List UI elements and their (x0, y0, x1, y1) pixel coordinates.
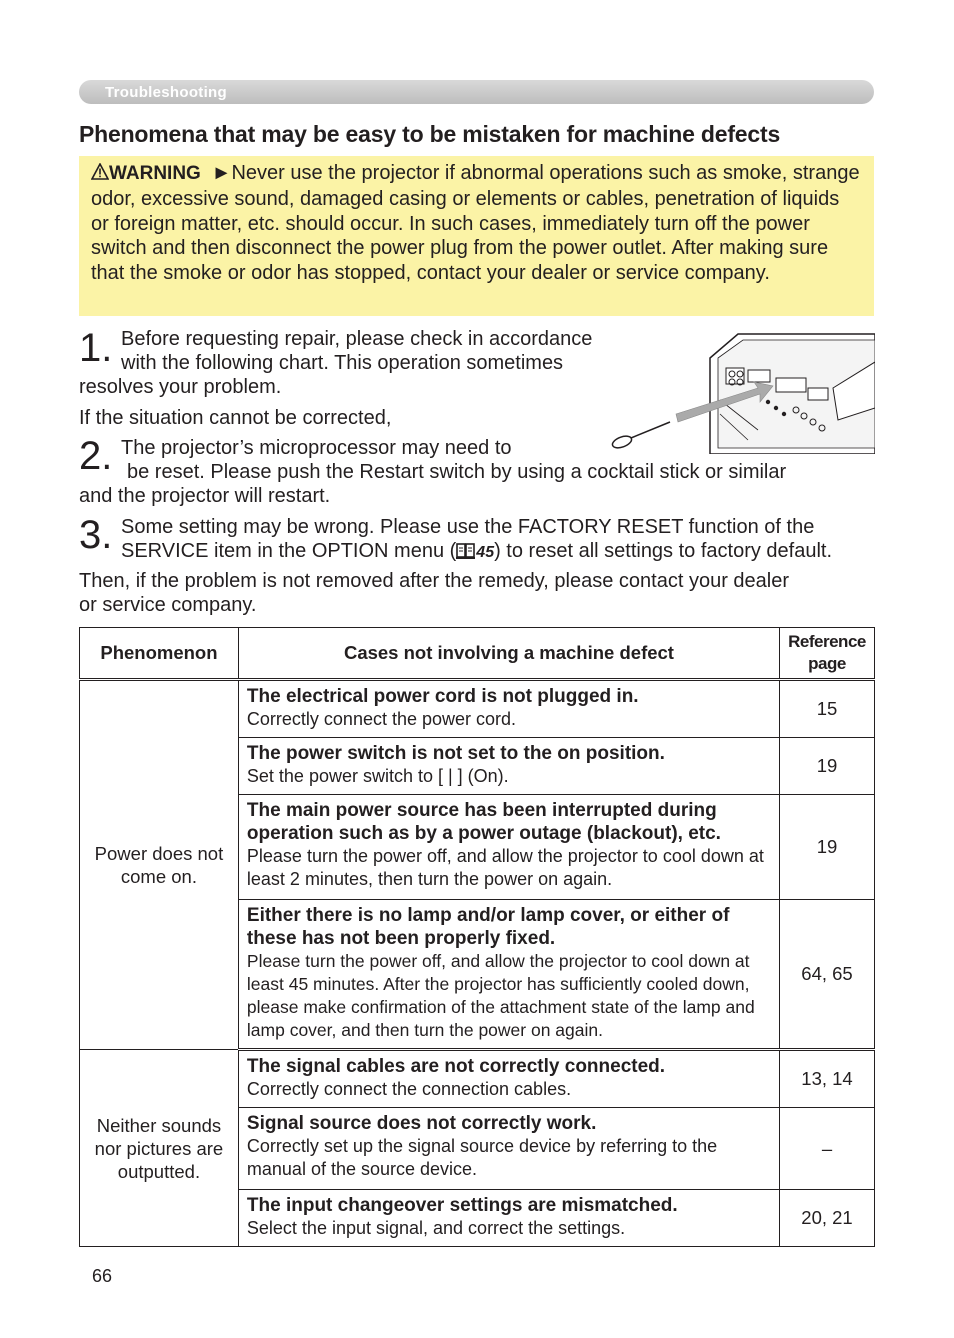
case-desc: Set the power switch to [ | ] (On). (246, 766, 509, 786)
reference-page-cell: 15 (780, 680, 875, 738)
section-header-bar (79, 80, 874, 104)
step-2-line-2: be reset. Please push the Restart switch by using a cocktail stick or similar (127, 461, 787, 483)
phenomenon-cell: Neither sounds nor pictures are outputted. (80, 1050, 239, 1247)
reference-page-cell: 19 (780, 795, 875, 900)
case-desc: Correctly connect the connection cables. (246, 1079, 572, 1099)
case-cell (238, 680, 779, 738)
case-title: The electrical power cord is not plugged in. (246, 686, 639, 707)
case-desc: Correctly set up the signal source device by referring to the manual of the source device. (246, 1136, 718, 1179)
case-cell (238, 738, 779, 795)
step-1-line-3: resolves your problem. (79, 376, 282, 398)
table-row (80, 1050, 875, 1108)
header-reference-page: Reference page (780, 628, 875, 680)
case-title: The main power source has been interrupted during operation such as by a power outage (blackout), etc. (246, 800, 721, 844)
step-1-line-1: Before requesting repair, please check in accordance (121, 328, 593, 350)
phenomenon-cell: Power does not come on. (80, 680, 239, 1050)
table-row (80, 680, 875, 738)
section-label: Troubleshooting (105, 84, 227, 101)
case-title: The power switch is not set to the on position. (246, 743, 665, 764)
page-title: Phenomena that may be easy to be mistaken for machine defects (79, 121, 781, 147)
step-3-line-1: Some setting may be wrong. Please use the FACTORY RESET function of the (121, 516, 815, 538)
troubleshooting-table (79, 627, 875, 1247)
step-1-number: 1. (79, 326, 113, 370)
case-desc: Please turn the power off, and allow the projector to cool down at least 2 minutes, then turn the power on again. (246, 846, 764, 889)
warning-label-text: WARNING (109, 163, 201, 184)
table-header-row (80, 628, 875, 680)
projector-restart-switch-illustration (608, 330, 875, 454)
case-cell (238, 1190, 779, 1247)
step-1-line-2: with the following chart. This operation sometimes (121, 352, 564, 374)
warning-text: Never use the projector if abnormal operations such as smoke, strange odor, excessive sound, damaged casing or elements or cables, penetration of liquids or foreign matter, etc. should occur. In such cases, immediately turn off the power switch and then disconnect the power plug from the power outlet. After making sure that the smoke or odor has stopped, contact your dealer or service company. (91, 162, 860, 285)
step-2-number: 2. (79, 434, 113, 478)
closing-line-2: or service company. (79, 594, 257, 616)
case-desc: Select the input signal, and correct the settings. (246, 1218, 626, 1238)
warning-box (79, 156, 874, 316)
warning-arrow: ► (211, 162, 232, 184)
warning-label (91, 163, 206, 184)
case-desc: Correctly connect the power cord. (246, 709, 517, 729)
reference-page-cell: 13, 14 (780, 1050, 875, 1108)
case-cell (238, 1108, 779, 1190)
step-2-line-3: and the projector will restart. (79, 485, 331, 507)
reference-page-cell: 64, 65 (780, 900, 875, 1050)
reference-page-cell: 20, 21 (780, 1190, 875, 1247)
case-title: Either there is no lamp and/or lamp cover, or either of these has not been properly fixed. (246, 905, 730, 949)
case-cell (238, 795, 779, 900)
closing-line-1: Then, if the problem is not removed after the remedy, please contact your dealer (79, 570, 789, 592)
header-phenomenon: Phenomenon (80, 628, 239, 680)
header-cases: Cases not involving a machine defect (238, 628, 779, 680)
reference-page-cell: 19 (780, 738, 875, 795)
step-3-line-2 (121, 539, 832, 565)
case-title: Signal source does not correctly work. (246, 1113, 597, 1134)
step-3-page-ref[interactable]: 45 (476, 544, 495, 561)
reference-page-cell: – (780, 1108, 875, 1190)
step-3-number: 3. (79, 513, 113, 557)
step-2-line-1: The projector’s microprocessor may need to (121, 437, 512, 459)
case-cell (238, 1050, 779, 1108)
step-3-line-2-start: SERVICE item in the OPTION menu ( (121, 540, 457, 562)
warning-triangle-icon (91, 163, 109, 180)
step-3-line-2-end: ) to reset all settings to factory default. (494, 540, 833, 562)
between-text: If the situation cannot be corrected, (79, 407, 392, 429)
case-title: The input changeover settings are mismatched. (246, 1195, 678, 1216)
page-number: 66 (92, 1266, 113, 1286)
case-desc: Please turn the power off, and allow the projector to cool down at least 45 minutes. After the projector has sufficiently cooled down, please make confirmation of the attachment state of the lamp and lamp cover, and then turn the power on again. (246, 951, 755, 1040)
case-cell (238, 900, 779, 1050)
case-title: The signal cables are not correctly connected. (246, 1056, 666, 1077)
book-reference-icon (456, 542, 476, 560)
